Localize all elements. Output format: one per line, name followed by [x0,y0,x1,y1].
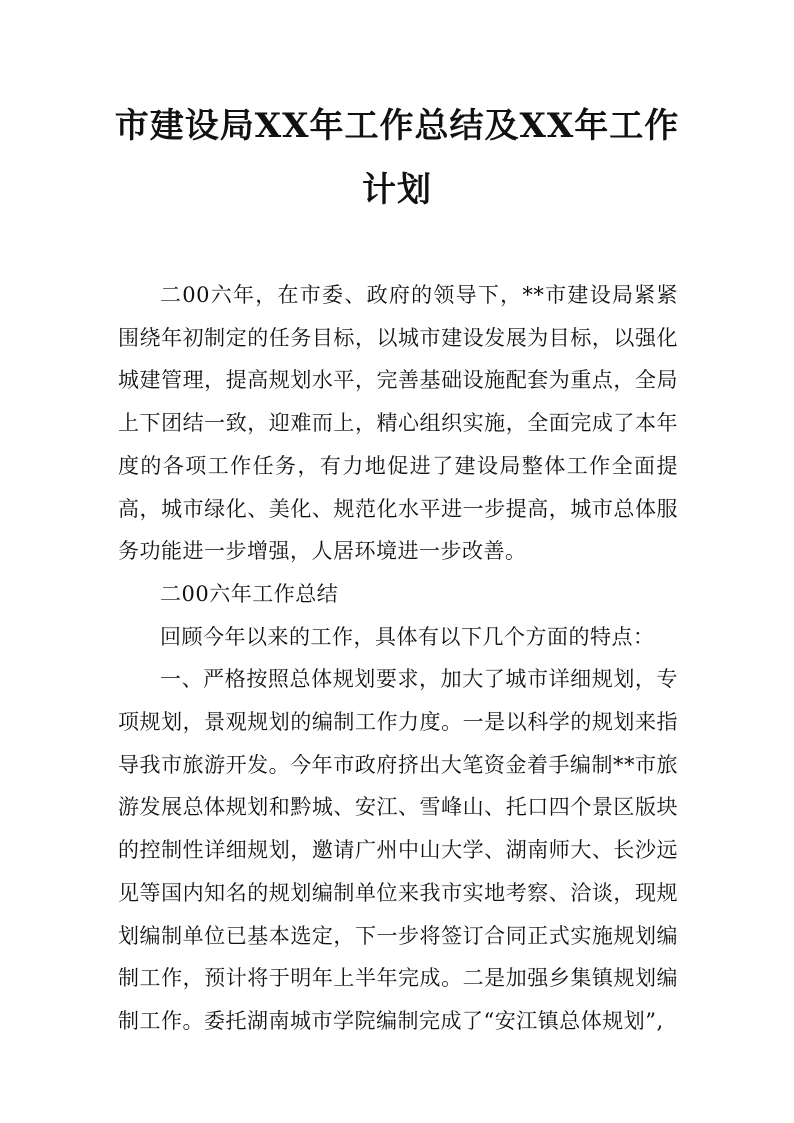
document-title-line-1: 市建设局XX年工作总结及XX年工作 [114,106,680,146]
paragraph-intro: 二00六年，在市委、政府的领导下，**市建设局紧紧围绕年初制定的任务目标，以城市建设发展为目标，以强化城建管理，提高规划水平，完善基础设施配套为重点，全局上下团结一致，迎难而上，精心组织实施，全面完成了本年度的各项工作任务，有力地促进了建设局整体工作全面提高，城市绿化、美化、规范化水平进一步提高，城市总体服务功能进一步增强，人居环境进一步改善。 [118,283,678,564]
paragraph-section-heading: 二00六年工作总结 [160,581,339,606]
paragraph-point-one: 一、严格按照总体规划要求，加大了城市详细规划，专项规划，景观规划的编制工作力度。一是以科学的规划来指导我市旅游开发。今年市政府挤出大笔资金着手编制**市旅游发展总体规划和黔城、安江、雪峰山、托口四个景区版块的控制性详细规划，邀请广州中山大学、湖南师大、长沙远见等国内知名的规划编制单位来我市实地考察、洽谈，现规划编制单位已基本选定，下一步将签订合同正式实施规划编制工作，预计将于明年上半年完成。二是加强乡集镇规划编制工作。委托湖南城市学院编制完成了“安江镇总体规划”, [118,667,678,1033]
document-body [118,274,678,1043]
paragraph-review: 回顾今年以来的工作，具体有以下几个方面的特点： [160,624,655,649]
document-title-line-2: 计划 [362,170,432,210]
